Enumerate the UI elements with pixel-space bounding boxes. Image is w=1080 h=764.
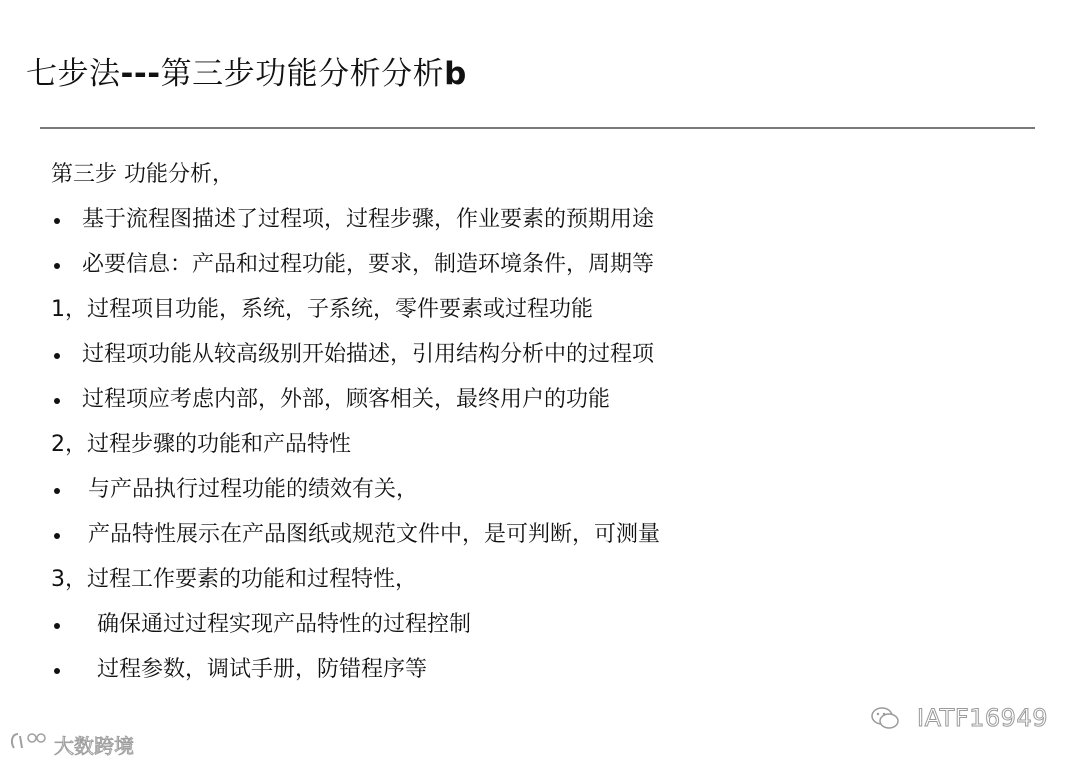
line-text: 过程项功能从较高级别开始描述，引用结构分析中的过程项	[82, 342, 655, 367]
line-text: 3，过程工作要素的功能和过程特性，	[51, 567, 417, 592]
title-dashes: ---	[120, 56, 161, 92]
watermark-brand: 大数跨境	[54, 734, 134, 758]
bullet-icon	[54, 488, 60, 494]
line-text: 基于流程图描述了过程项，过程步骤，作业要素的预期用途	[82, 207, 655, 232]
title-part-2: 第三步功能分析分析	[160, 56, 445, 92]
title-suffix: b	[444, 56, 467, 92]
title-part-1: 七步法	[26, 56, 121, 92]
title-divider	[40, 127, 1035, 129]
line-text: 1，过程项目功能，系统，子系统，零件要素或过程功能	[51, 297, 593, 322]
bullet-icon	[54, 398, 60, 404]
line-text: 2，过程步骤的功能和产品特性	[51, 432, 351, 457]
bullet-icon	[54, 218, 60, 224]
line-text: 过程参数，调试手册，防错程序等	[97, 657, 428, 682]
page-title	[26, 52, 467, 96]
line-text: 与产品执行过程功能的绩效有关，	[88, 477, 419, 502]
line-text: 产品特性展示在产品图纸或规范文件中，是可判断，可测量	[88, 522, 661, 547]
line-text: 过程项应考虑内部，外部，顾客相关，最终用户的功能	[82, 387, 611, 412]
line-text: 必要信息：产品和过程功能，要求，制造环境条件，周期等	[82, 252, 655, 277]
bullet-icon	[54, 533, 60, 539]
watermark-iatf: IATF16949	[917, 704, 1048, 732]
line-text: 确保通过过程实现产品特性的过程控制	[97, 612, 472, 637]
line-text: 第三步 功能分析，	[51, 162, 234, 187]
brand-logo-icon	[8, 728, 52, 754]
wechat-icon	[870, 704, 900, 732]
bullet-icon	[54, 623, 60, 629]
bullet-icon	[54, 353, 60, 359]
bullet-icon	[54, 668, 60, 674]
bullet-icon	[54, 263, 60, 269]
